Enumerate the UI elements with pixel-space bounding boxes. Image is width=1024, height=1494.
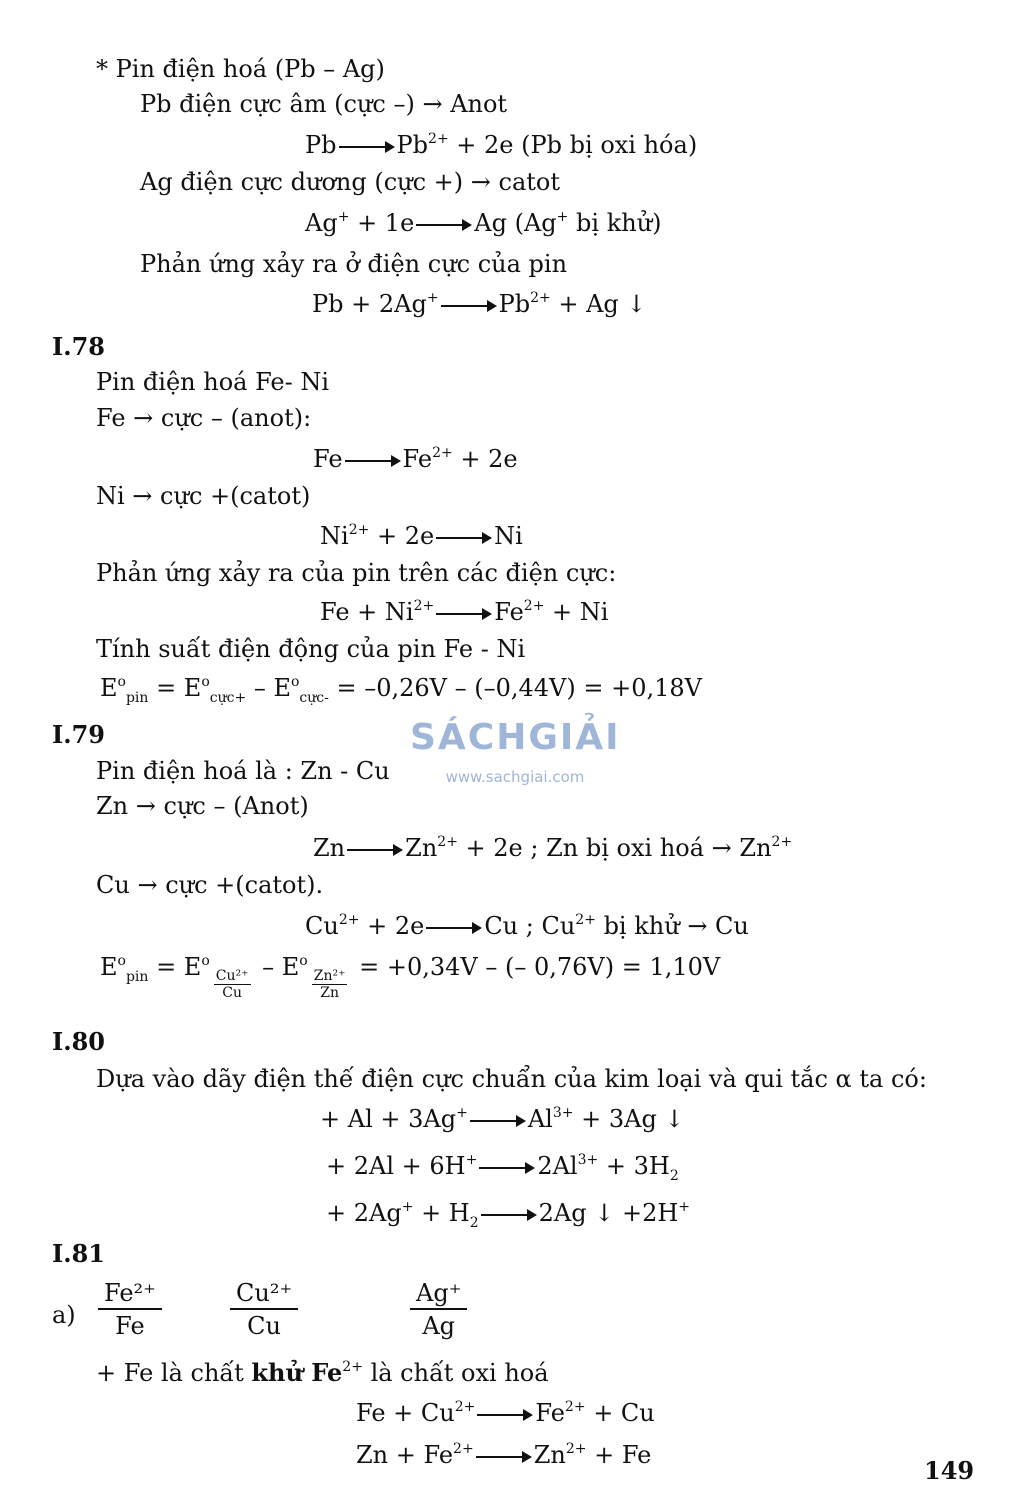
watermark-brand: SÁCHGIẢI: [410, 717, 621, 758]
fe-ni-emf-equation: $E^o_{pin} = E^o_{cực+} - E^o_{cực-} = -0,26V - (-0,44V) = +0,18V$: [100, 674, 702, 706]
cu-couple-fraction: $\frac{\text{Cu²⁺}}{Cu}$: [215, 968, 249, 1001]
ni-cathode-line: Ni → cực +(catot): [96, 482, 311, 510]
pb-anode-line: Pb điện cực âm (cực –) → Anot: [140, 90, 508, 118]
fe-ni-emf-intro: Tính suất điện động của pin Fe - Ni: [96, 635, 526, 663]
ag-h2-equation: + $2Ag^+ + H_2$ 2Ag ↓ +2H+: [326, 1199, 691, 1231]
reaction-arrow-icon: [476, 1447, 532, 1467]
fe-anode-line: Fe → cực – (anot):: [96, 404, 312, 432]
fe-oxidation-equation: Fe $Fe^{2+} + 2e$: [313, 445, 518, 473]
al-ag-equation: + Al + 3Ag+ $Al^{3+} + 3Ag$ ↓: [320, 1105, 685, 1133]
zn-cu-emf-equation: $E^o_{pin} = E^o$ $\frac{\text{Cu²⁺}}{Cu}$ – $E^o$ $\frac{\text{Zn²⁺}}{Zn}$ = +0,34V – (– 0,76V) = 1,10V: [100, 953, 721, 1001]
reaction-arrow-icon: [347, 840, 403, 860]
cu-reduction-equation: $Cu^{2+} + 2e$ Cu ; $Cu^{2+}$ bị khử → Cu: [305, 912, 749, 940]
al-h-equation: + 2Al + 6H+ $2Al^{3+} + 3H_2$: [326, 1152, 679, 1184]
section-heading-i78: I.78: [52, 332, 105, 361]
fe-reducer-line: + Fe là chất khử $Fe^{2+}$ là chất oxi hoá: [96, 1358, 549, 1387]
sachgiai-watermark: [410, 718, 620, 788]
reaction-intro-line: Phản ứng xảy ra ở điện cực của pin: [140, 250, 568, 278]
zn-oxidation-equation: Zn $Zn^{2+} + 2e$ ; Zn bị oxi hoá → $Zn^{2+}$: [313, 834, 793, 862]
reaction-arrow-icon: [479, 1158, 535, 1178]
reaction-arrow-icon: [436, 604, 492, 624]
reaction-arrow-icon: [339, 137, 395, 157]
section-heading-i80: I.80: [52, 1027, 105, 1056]
zn-couple-fraction: $\frac{\text{Zn²⁺}}{Zn}$: [313, 968, 346, 1001]
reaction-arrow-icon: [481, 1205, 537, 1225]
ag-reduction-equation: Ag+ + 1e Ag (Ag+ bị khử): [305, 209, 662, 237]
alpha-rule-intro: Dựa vào dãy điện thế điện cực chuẩn của kim loại và qui tắc α ta có:: [96, 1065, 927, 1093]
fe-cu-equation: $Fe + Cu^{2+}$ $Fe^{2+} + Cu$: [356, 1399, 655, 1427]
pb-ag-cell-title: * Pin điện hoá (Pb – Ag): [96, 55, 385, 83]
watermark-url: www.sachgiai.com: [445, 768, 585, 786]
pb-ag-overall-equation: Pb + 2Ag+ $Pb^{2+} + Ag$ ↓: [312, 290, 647, 318]
fe-couple-fraction: $\frac{\text{Fe²⁺}}{Fe}$: [98, 1278, 162, 1342]
zn-fe-equation: $Zn + Fe^{2+}$ $Zn^{2+} + Fe$: [356, 1441, 652, 1469]
reaction-arrow-icon: [416, 215, 472, 235]
page-number: 149: [924, 1456, 975, 1485]
pb-oxidation-equation: Pb $Pb^{2+} + 2e$ (Pb bị oxi hóa): [305, 131, 698, 159]
cu-couple-fraction: $\frac{\text{Cu²⁺}}{Cu}$: [230, 1278, 298, 1342]
reaction-arrow-icon: [426, 918, 482, 938]
ag-cathode-line: Ag điện cực dương (cực +) → catot: [140, 168, 560, 196]
reaction-arrow-icon: [470, 1111, 526, 1131]
zn-cu-cell-title: Pin điện hoá là : Zn - Cu: [96, 757, 390, 785]
zn-anode-line: Zn → cực – (Anot): [96, 792, 309, 820]
fe-ni-reaction-intro: Phản ứng xảy ra của pin trên các điện cực:: [96, 559, 617, 587]
reaction-arrow-icon: [441, 296, 497, 316]
ni-reduction-equation: $Ni^{2+} + 2e$ Ni: [320, 522, 523, 550]
part-a-label: a): [52, 1301, 76, 1329]
reaction-arrow-icon: [345, 451, 401, 471]
section-heading-i81: I.81: [52, 1239, 105, 1268]
section-heading-i79: I.79: [52, 720, 105, 749]
ag-couple-fraction: $\frac{Ag^+}{Ag}$: [410, 1278, 467, 1342]
reaction-arrow-icon: [477, 1405, 533, 1425]
reaction-arrow-icon: [436, 528, 492, 548]
fe-ni-cell-title: Pin điện hoá Fe- Ni: [96, 368, 330, 396]
fe-ni-overall-equation: $Fe + Ni^{2+}$ $Fe^{2+} + Ni$: [320, 598, 609, 626]
cu-cathode-line: Cu → cực +(catot).: [96, 871, 324, 899]
